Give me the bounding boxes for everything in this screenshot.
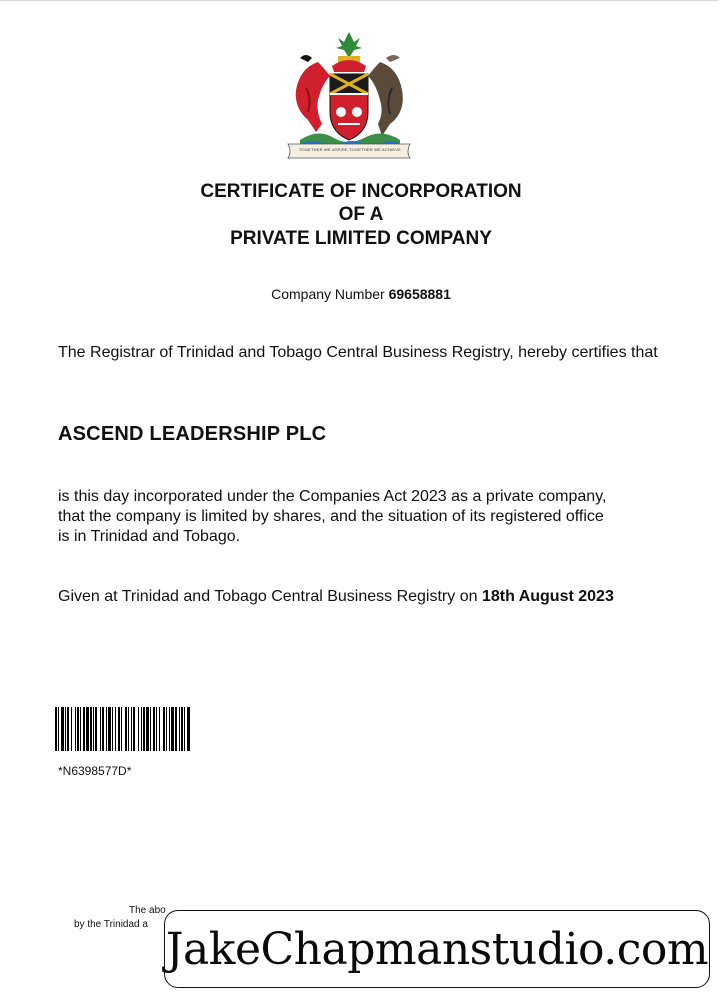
crest-motto: TOGETHER WE ASPIRE TOGETHER WE ACHIEVE [298, 147, 402, 152]
coat-of-arms-icon [278, 28, 420, 162]
certificate-title-line1: CERTIFICATE OF INCORPORATION [200, 181, 522, 202]
barcode-icon [55, 707, 319, 751]
given-statement [58, 588, 614, 606]
company-number [0, 286, 720, 302]
footer-line2: by the Trinidad a [74, 919, 148, 930]
incorporation-statement: is this day incorporated under the Companies Act 2023 as a private company, that the company is limited by shares, and the situation of its registered office is in Trinidad and Tobago. [58, 488, 607, 545]
company-number-label: Company Number [271, 286, 385, 302]
given-date: 18th August 2023 [481, 588, 614, 605]
company-name: ASCEND LEADERSHIP PLC [58, 423, 327, 445]
barcode-text: *N6398577D* [58, 764, 132, 778]
watermark-label: JakeChapmanstudio.com [164, 910, 710, 988]
certificate-title-line2: OF A [338, 204, 384, 225]
registrar-statement: The Registrar of Trinidad and Tobago Central Business Registry, hereby certifies that [58, 344, 658, 361]
company-number-value: 69658881 [388, 286, 451, 302]
footer-line1: The abo [129, 905, 166, 916]
certificate-title-line3: PRIVATE LIMITED COMPANY [230, 228, 492, 249]
given-prefix: Given at Trinidad and Tobago Central Business Registry on [58, 588, 478, 605]
